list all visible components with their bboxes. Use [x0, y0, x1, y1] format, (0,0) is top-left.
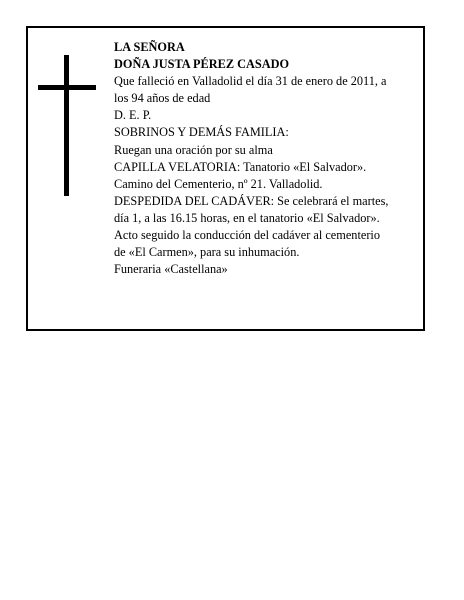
death-details-line-1: Que falleció en Valladolid el día 31 de enero de 2011, a — [114, 74, 387, 89]
chapel-line-2: Camino del Cementerio, nº 21. Valladolid. — [114, 176, 323, 191]
burial-line-1: Acto seguido la conducción del cadáver al cementerio — [114, 228, 380, 243]
chapel-line-1: CAPILLA VELATORIA: Tanatorio «El Salvador». — [114, 159, 367, 174]
cross-horizontal-bar — [38, 85, 96, 90]
funeral-home-line: Funeraria «Castellana» — [114, 262, 228, 277]
burial-line-2: de «El Carmen», para su inhumación. — [114, 245, 300, 260]
prayer-request: Ruegan una oración por su alma — [114, 142, 273, 157]
death-details-line-2: los 94 años de edad — [114, 91, 211, 106]
family-heading: SOBRINOS Y DEMÁS FAMILIA: — [114, 125, 289, 140]
farewell-line-1: DESPEDIDA DEL CADÁVER: Se celebrará el martes, — [114, 193, 389, 208]
rip-line: D. E. P. — [114, 108, 152, 123]
title-line: LA SEÑORA — [114, 40, 185, 54]
obituary-text — [114, 39, 420, 278]
cross-vertical-bar — [64, 55, 69, 196]
farewell-line-2: día 1, a las 16.15 horas, en el tanatorio «El Salvador». — [114, 210, 380, 225]
deceased-name: DOÑA JUSTA PÉREZ CASADO — [114, 57, 290, 72]
